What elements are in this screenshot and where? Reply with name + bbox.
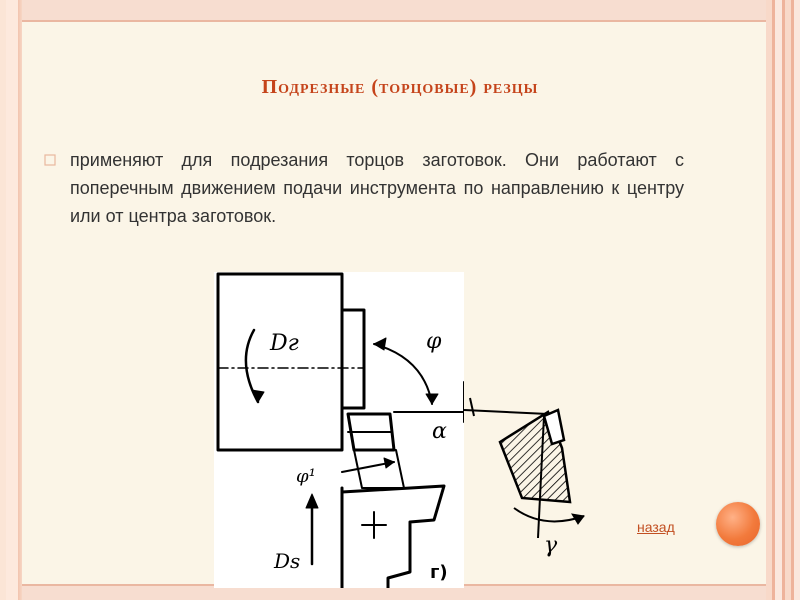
label-phi: φ	[426, 329, 442, 354]
slide-title: Подрезные (торцовые) резцы	[261, 76, 539, 98]
bullet-square-icon	[44, 154, 56, 166]
label-phi1: φ¹	[296, 466, 316, 487]
label-ds: Ds	[274, 549, 301, 573]
label-dr: Dг	[270, 331, 299, 356]
facing-cutter-diagram	[214, 272, 464, 588]
bullet-item	[44, 146, 684, 230]
orange-circle-icon[interactable]	[716, 502, 760, 546]
cutter-cross-section	[464, 370, 604, 570]
top-frame-border	[22, 0, 766, 22]
back-link[interactable]: назад	[637, 519, 675, 535]
bullet-text: применяют для подрезания торцов заготовок. Они работают с поперечным движением подачи инструмента по направлению к центру или от центра заготовок.	[70, 150, 684, 226]
label-alpha: α	[432, 419, 447, 444]
label-gamma: γ	[544, 533, 558, 558]
label-g: г)	[430, 562, 448, 583]
